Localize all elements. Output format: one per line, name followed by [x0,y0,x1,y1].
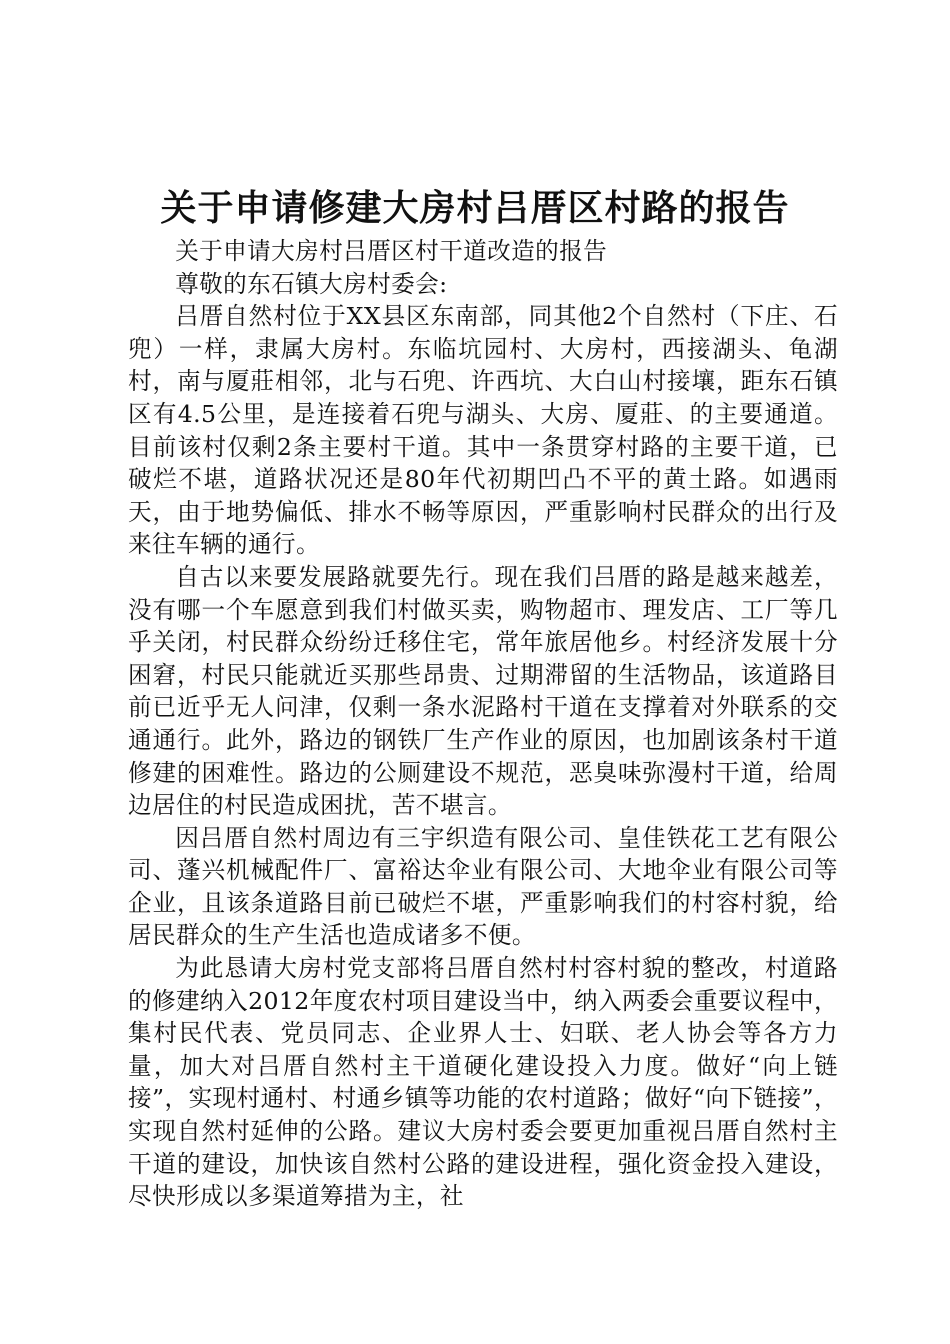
subtitle-paragraph: 关于申请大房村吕厝区村干道改造的报告 [175,237,608,265]
document-title: 关于申请修建大房村吕厝区村路的报告 [160,188,790,229]
document-body [128,235,838,1213]
body-paragraph: 吕厝自然村位于XX县区东南部，同其他2个自然村（下庄、石兜）一样，隶属大房村。东临坑园村、大房村，西接湖头、龟湖村，南与厦莊相邻，北与石兜、许西坑、大白山村接壤，距东石镇区有4.5公里，是连接着石兜与湖头、大房、厦莊、的主要通道。目前该村仅剩2条主要村干道。其中一条贯穿村路的主要干道，已破烂不堪，道路状况还是80年代初期凹凸不平的黄土路。如遇雨天，由于地势偏低、排水不畅等原因，严重影响村民群众的出行及来往车辆的通行。 [128,302,838,559]
body-paragraph: 为此恳请大房村党支部将吕厝自然村村容村貌的整改，村道路的修建纳入2012年度农村项目建设当中，纳入两委会重要议程中，集村民代表、党员同志、企业界人士、妇联、老人协会等各方力量，加大对吕厝自然村主干道硬化建设投入力度。做好“向上链接”，实现村通村、村通乡镇等功能的农村道路；做好“向下链接”，实现自然村延伸的公路。建议大房村委会要更加重视吕厝自然村主干道的建设，加快该自然村公路的建设进程，强化资金投入建设，尽快形成以多渠道筹措为主，社 [128,954,838,1211]
body-paragraph: 因吕厝自然村周边有三宇织造有限公司、皇佳铁花工艺有限公司、蓬兴机械配件厂、富裕达伞业有限公司、大地伞业有限公司等企业，且该条道路目前已破烂不堪，严重影响我们的村容村貌，给居民群众的生产生活也造成诸多不便。 [128,823,838,950]
salutation-paragraph: 尊敬的东石镇大房村委会: [175,269,448,298]
body-paragraph: 自古以来要发展路就要先行。现在我们吕厝的路是越来越差，没有哪一个车愿意到我们村做买卖，购物超市、理发店、工厂等几乎关闭，村民群众纷纷迁移住宅，常年旅居他乡。村经济发展十分困窘，村民只能就近买那些昂贵、过期滞留的生活物品，该道路目前已近乎无人问津，仅剩一条水泥路村干道在支撑着对外联系的交通通行。此外，路边的钢铁厂生产作业的原因，也加剧该条村干道修建的困难性。路边的公厕建设不规范，恶臭味弥漫村干道，给周边居住的村民造成困扰，苦不堪言。 [128,562,838,820]
